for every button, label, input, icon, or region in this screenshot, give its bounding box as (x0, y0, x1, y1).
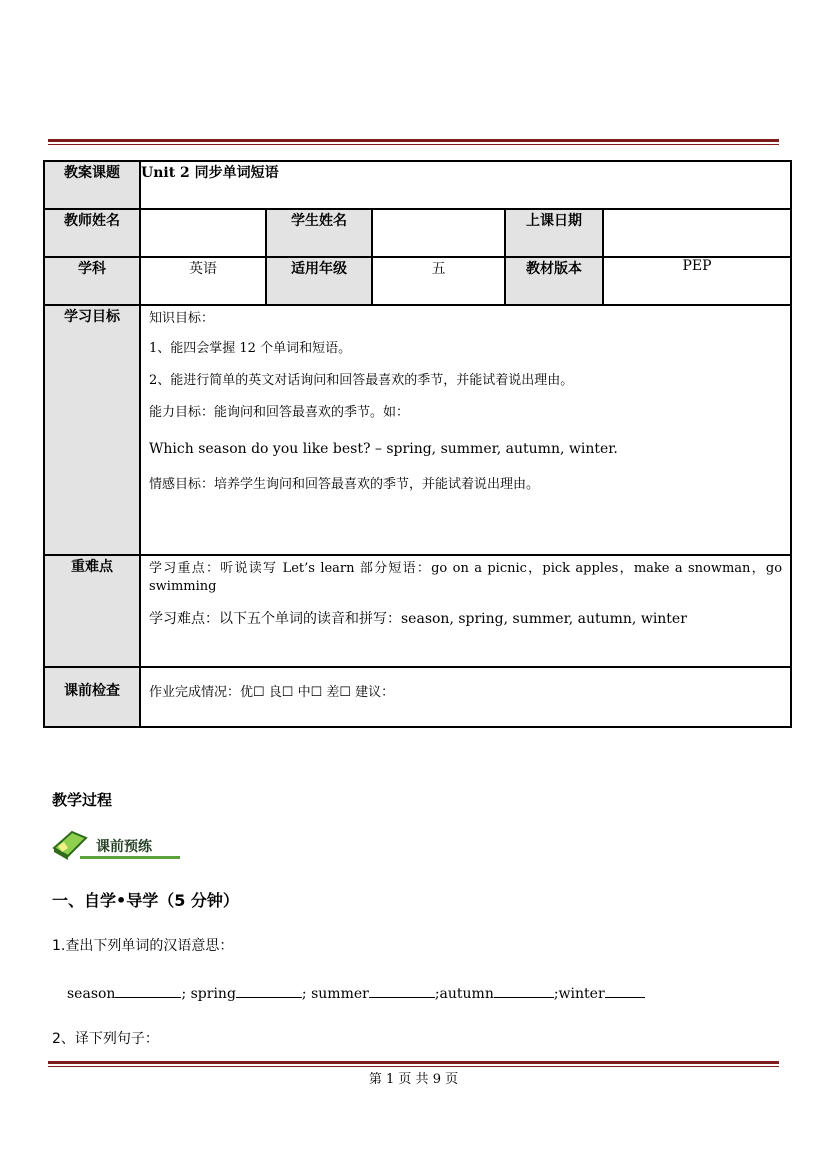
edition-label: 教材版本 (505, 257, 603, 305)
blank-5[interactable] (605, 983, 645, 998)
edition-value: PEP (603, 257, 791, 305)
bottom-rule (48, 1061, 779, 1067)
date-label: 上课日期 (505, 209, 603, 257)
difficult-points: 学习难点：以下五个单词的读音和拼写：season, spring, summer, autumn, winter (149, 611, 687, 627)
example-sentence: Which season do you like best? – spring, summer, autumn, winter. (149, 441, 618, 457)
q2-title: 2、译下列句子： (52, 1031, 159, 1047)
blank-3[interactable] (369, 983, 435, 998)
badge-underline (80, 856, 180, 859)
check-cell (140, 667, 791, 727)
word-autumn: ;autumn (434, 986, 494, 1002)
grade-value: 五 (372, 257, 505, 305)
focus-label: 重难点 (44, 555, 140, 667)
topic-value: Unit 2 同步单词短语 (140, 161, 791, 209)
subject-label: 学科 (44, 257, 140, 305)
q1-title: 1.查出下列单词的汉语意思： (52, 938, 234, 954)
q1-words (67, 983, 645, 1002)
grade-label: 适用年级 (266, 257, 372, 305)
date-value (603, 209, 791, 257)
check-label: 课前检查 (44, 667, 140, 727)
knowledge-item-1: 1、能四会掌握 12 个单词和短语。 (149, 341, 352, 356)
topic-label: 教案课题 (44, 161, 140, 209)
knowledge-item-2: 2、能进行简单的英文对话询问和回答最喜欢的季节，并能试着说出理由。 (149, 373, 574, 388)
lesson-plan-table (43, 160, 792, 728)
blank-1[interactable] (115, 983, 181, 998)
part1-title: 一、自学•导学（5 分钟） (52, 891, 239, 910)
section-title: 教学过程 (52, 791, 113, 809)
word-winter: ;winter (553, 986, 605, 1002)
word-summer: ; summer (301, 986, 369, 1002)
goals-label: 学习目标 (44, 305, 140, 555)
word-season: season (67, 986, 116, 1002)
key-points: 学习重点：听说读写 Let’s learn 部分短语：go on a picnic，pick apples，make a snowman，go swimming (149, 561, 783, 594)
word-spring: ; spring (181, 986, 236, 1002)
subject-value: 英语 (140, 257, 266, 305)
knowledge-title: 知识目标： (149, 311, 215, 326)
check-text: 作业完成情况：优☐ 良☐ 中☐ 差☐ 建议： (149, 685, 395, 700)
pre-practice-badge (52, 828, 182, 862)
student-label: 学生姓名 (266, 209, 372, 257)
page-footer: 第 1 页 共 9 页 (368, 1072, 459, 1087)
focus-cell (140, 555, 791, 667)
teacher-value (140, 209, 266, 257)
emotion-goal: 情感目标：培养学生询问和回答最喜欢的季节，并能试着说出理由。 (149, 477, 540, 492)
teacher-label: 教师姓名 (44, 209, 140, 257)
blank-4[interactable] (494, 983, 554, 998)
student-value (372, 209, 505, 257)
goals-cell (140, 305, 791, 555)
blank-2[interactable] (236, 983, 302, 998)
ability-goal: 能力目标：能询问和回答最喜欢的季节。如： (149, 405, 410, 420)
top-rule (48, 139, 779, 145)
badge-label: 课前预练 (96, 839, 152, 855)
